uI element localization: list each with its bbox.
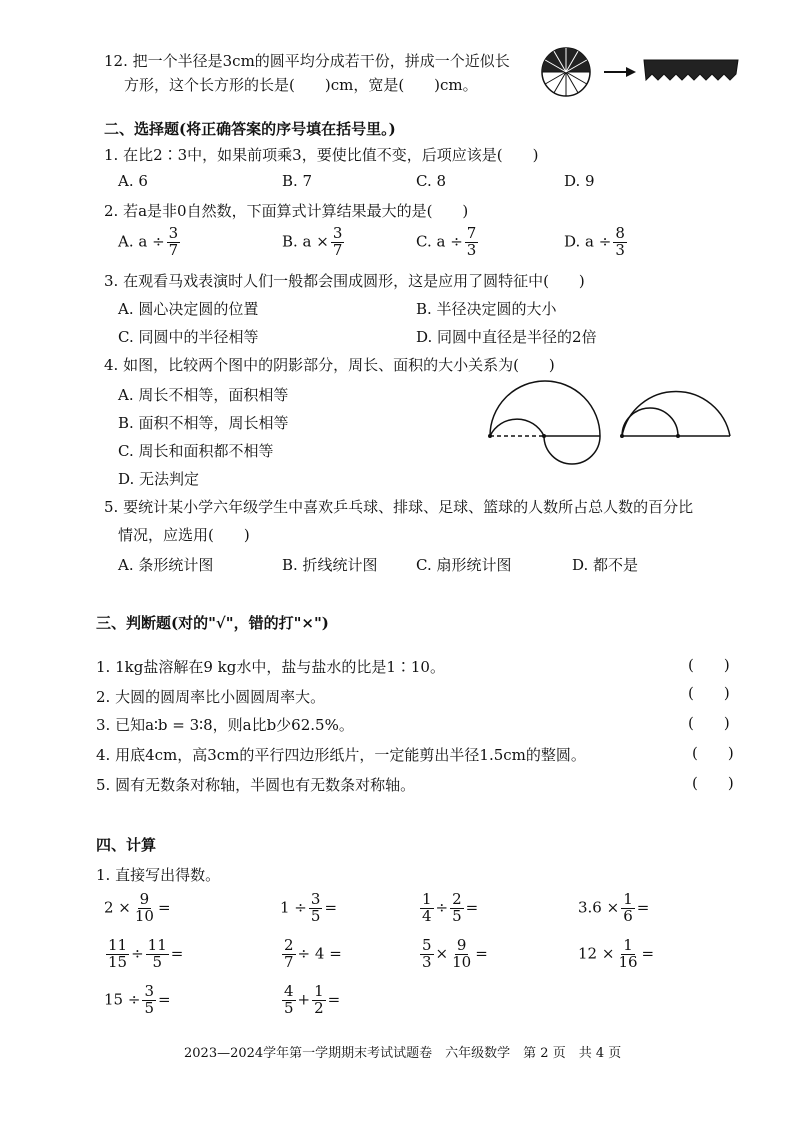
judge-item-2: 2. 大圆的圆周率比小圆圆周率大。 <box>96 688 326 706</box>
page-footer: 2023—2024学年第一学期期末考试试题卷 六年级数学 第 2 页 共 4 页 <box>184 1046 622 1061</box>
q2-option-b: B. a × $\frac{3}{7}$ <box>282 224 343 259</box>
q4-stem: 4. 如图，比较两个图中的阴影部分，周长、面积的大小关系为( ) <box>104 356 555 374</box>
judge-answer-2[interactable]: ( ) <box>688 684 730 702</box>
q12-line2: 方形，这个长方形的长是( )cm，宽是( )cm。 <box>124 76 478 94</box>
q3-option-c: C. 同圆中的半径相等 <box>118 328 259 346</box>
q5-stem-line2: 情况，应选用( ) <box>118 526 250 544</box>
calc-r2-c4: 12 × $\frac{1}{16}$ = <box>578 936 655 971</box>
q4-option-d: D. 无法判定 <box>118 470 200 488</box>
circle-to-rectangle-figure <box>540 44 750 104</box>
judge-answer-1[interactable]: ( ) <box>688 656 730 674</box>
q1-option-d: D. 9 <box>564 172 595 190</box>
judge-answer-5[interactable]: ( ) <box>692 774 734 792</box>
calc-r1-c3: $\frac{1}{4}$ ÷ $\frac{2}{5}$ = <box>422 890 479 925</box>
judge-item-1: 1. 1kg盐溶解在9 kg水中，盐与盐水的比是1∶10。 <box>96 658 445 676</box>
q2-option-d: D. a ÷ $\frac{8}{3}$ <box>564 224 625 259</box>
q5-option-b: B. 折线统计图 <box>282 556 378 574</box>
q1-option-c: C. 8 <box>416 172 447 190</box>
section4-title: 四、计算 <box>96 836 157 854</box>
q5-option-a: A. 条形统计图 <box>118 556 214 574</box>
calc-r2-c2: $\frac{2}{7}$ ÷ 4 = <box>284 936 342 971</box>
judge-answer-3[interactable]: ( ) <box>688 714 730 732</box>
q5-option-c: C. 扇形统计图 <box>416 556 512 574</box>
calc-r2-c3: $\frac{5}{3}$ × $\frac{9}{10}$ = <box>422 936 488 971</box>
q4-option-c: C. 周长和面积都不相等 <box>118 442 274 460</box>
calc-r3-c1: 15 ÷ $\frac{3}{5}$ = <box>104 982 171 1017</box>
q2-option-a: A. a ÷ $\frac{3}{7}$ <box>118 224 179 259</box>
judge-item-5: 5. 圆有无数条对称轴，半圆也有无数条对称轴。 <box>96 776 416 794</box>
q3-stem: 3. 在观看马戏表演时人们一般都会围成圆形，这是应用了圆特征中( ) <box>104 272 585 290</box>
calc-r1-c2: 1 ÷ $\frac{3}{5}$ = <box>280 890 338 925</box>
calc-r3-c2: $\frac{4}{5}$ + $\frac{1}{2}$ = <box>284 982 341 1017</box>
q4-option-b: B. 面积不相等，周长相等 <box>118 414 289 432</box>
judge-item-4: 4. 用底4cm，高3cm的平行四边形纸片，一定能剪出半径1.5cm的整圆。 <box>96 746 586 764</box>
judge-answer-4[interactable]: ( ) <box>692 744 734 762</box>
section4-subtitle: 1. 直接写出得数。 <box>96 866 221 884</box>
q4-semicircle-figures <box>484 376 744 476</box>
q1-option-b: B. 7 <box>282 172 313 190</box>
q12-line1: 12. 把一个半径是3cm的圆平均分成若干份，拼成一个近似长 <box>104 52 510 70</box>
section2-title: 二、选择题(将正确答案的序号填在括号里。) <box>104 120 396 138</box>
calc-r1-c1: 2 × $\frac{9}{10}$ = <box>104 890 171 925</box>
judge-item-3: 3. 已知a∶b = 3∶8，则a比b少62.5%。 <box>96 716 354 734</box>
q1-option-a: A. 6 <box>118 172 148 190</box>
calc-r2-c1: $\frac{11}{15}$ ÷ $\frac{11}{5}$ = <box>108 936 184 971</box>
q2-option-c: C. a ÷ $\frac{7}{3}$ <box>416 224 477 259</box>
q3-option-b: B. 半径决定圆的大小 <box>416 300 557 318</box>
q3-option-d: D. 同圆中直径是半径的2倍 <box>416 328 597 346</box>
q3-option-a: A. 圆心决定圆的位置 <box>118 300 259 318</box>
q2-stem: 2. 若a是非0自然数，下面算式计算结果最大的是( ) <box>104 202 469 220</box>
calc-r1-c4: 3.6 × $\frac{1}{6}$ = <box>578 890 650 925</box>
section3-title: 三、判断题(对的"√"，错的打"×") <box>96 614 329 632</box>
q4-option-a: A. 周长不相等，面积相等 <box>118 386 289 404</box>
q5-option-d: D. 都不是 <box>572 556 639 574</box>
q5-stem-line1: 5. 要统计某小学六年级学生中喜欢乒乓球、排球、足球、篮球的人数所占总人数的百分比 <box>104 498 694 516</box>
q1-stem: 1. 在比2∶3中，如果前项乘3，要使比值不变，后项应该是( ) <box>104 146 539 164</box>
